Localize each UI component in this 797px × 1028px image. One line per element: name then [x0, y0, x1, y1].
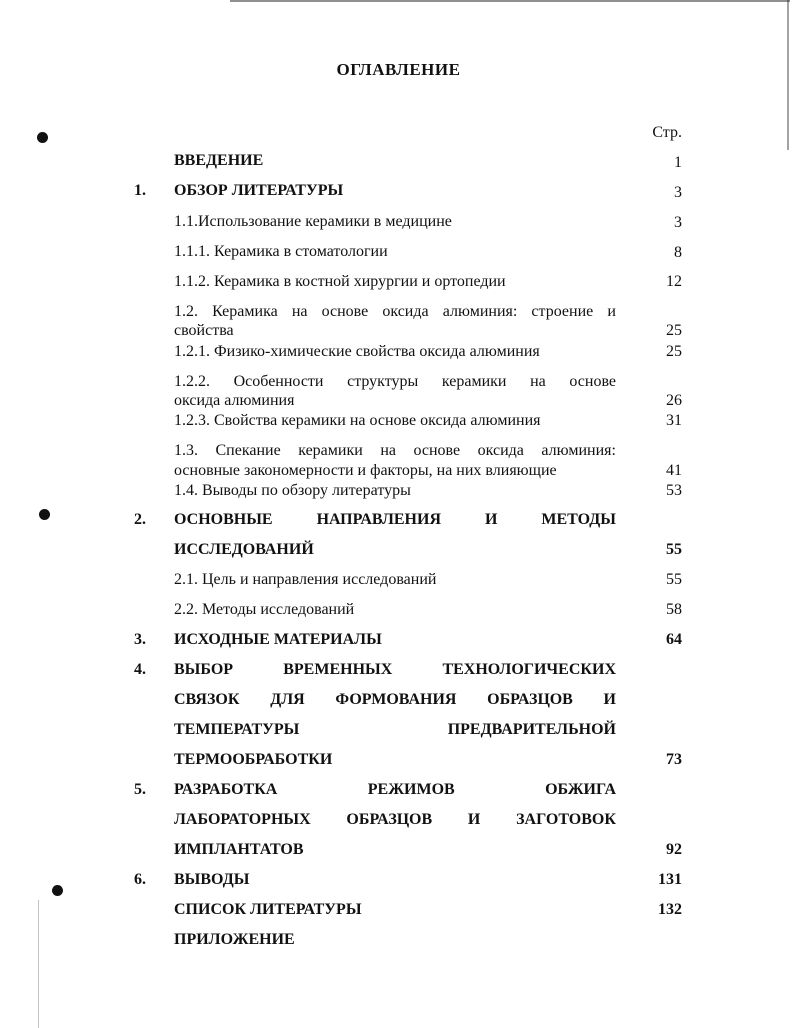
toc-entry-4-line3 [174, 720, 616, 740]
toc-page-1: 3 [674, 184, 682, 201]
toc-number-6: 6. [134, 871, 146, 888]
toc-page-1-4: 53 [666, 482, 682, 499]
word: РАЗРАБОТКА [174, 781, 278, 798]
word: И [603, 691, 616, 708]
word: 1.3. [174, 442, 198, 459]
toc-entry-1-1-1: 1.1.1. Керамика в стоматологии [174, 243, 388, 260]
toc-page-1-2-1: 25 [666, 343, 682, 360]
toc-entry-4-line2 [174, 690, 616, 710]
toc-page-1-2-3: 31 [666, 412, 682, 429]
word: алюминия: [541, 442, 616, 459]
word: на [380, 442, 396, 459]
punch-hole-mark [52, 885, 63, 896]
word: ОБЖИГА [545, 781, 616, 798]
toc-entry-1-3-line2: основные закономерности и факторы, на них влияющие [174, 462, 557, 479]
toc-page-1-1-1: 8 [674, 244, 682, 261]
scan-edge-top [230, 0, 790, 2]
toc-entry-3: ИСХОДНЫЕ МАТЕРИАЛЫ [174, 631, 382, 648]
toc-entry-5-line1 [174, 780, 616, 800]
toc-entry-5-line3: ИМПЛАНТАТОВ [174, 841, 304, 858]
toc-entry-references: СПИСОК ЛИТЕРАТУРЫ [174, 901, 362, 918]
word: оксида [382, 303, 429, 320]
toc-page-1-1-2: 12 [666, 273, 682, 290]
word: ОБРАЗЦОВ [346, 811, 433, 828]
page-column-header: Стр. [652, 124, 682, 141]
scan-edge-left [38, 900, 39, 1028]
word: ОСНОВНЫЕ [174, 511, 273, 528]
toc-number-1: 1. [134, 182, 146, 199]
toc-entry-2-line2: ИССЛЕДОВАНИЙ [174, 541, 314, 558]
word: Спекание [215, 442, 281, 459]
word: И [467, 811, 481, 828]
toc-page-6: 131 [658, 871, 682, 888]
toc-entry-1-2-line2: свойства [174, 322, 234, 339]
word: 1.2.2. [174, 373, 210, 390]
word: ФОРМОВАНИЯ [335, 691, 457, 708]
word: оксида [477, 442, 524, 459]
toc-entry-1-1: 1.1.Использование керамики в медицине [174, 213, 452, 230]
word: ВЫБОР [174, 661, 234, 678]
word: керамики [441, 373, 507, 390]
word: СВЯЗОК [174, 691, 240, 708]
punch-hole-mark [39, 509, 50, 520]
word: ПРЕДВАРИТЕЛЬНОЙ [447, 721, 616, 738]
toc-page-2: 55 [666, 541, 682, 558]
toc-number-4: 4. [134, 661, 146, 678]
word: строение [531, 303, 594, 320]
page-title: ОГЛАВЛЕНИЕ [336, 60, 461, 79]
word: ЗАГОТОВОК [516, 811, 616, 828]
toc-entry-5-line2 [174, 810, 616, 830]
toc-page-2-1: 55 [666, 571, 682, 588]
toc-entry-2-2: 2.2. Методы исследований [174, 601, 355, 618]
toc-number-3: 3. [134, 631, 146, 648]
word: основе [413, 442, 461, 459]
toc-entry-1-2-line1 [174, 302, 616, 322]
word: на [530, 373, 546, 390]
toc-page-2-2: 58 [666, 601, 682, 618]
toc-entry-1-3-line1 [174, 441, 616, 461]
toc-entry-1-4: 1.4. Выводы по обзору литературы [174, 482, 411, 499]
toc-entry-1-2-3: 1.2.3. Свойства керамики на основе оксида алюминия [174, 412, 541, 429]
word: МЕТОДЫ [541, 511, 616, 528]
toc-entry-4-line1 [174, 660, 616, 680]
word: НАПРАВЛЕНИЯ [316, 511, 441, 528]
toc-entry-intro: ВВЕДЕНИЕ [174, 152, 264, 169]
toc-entry-4-line4: ТЕРМООБРАБОТКИ [174, 751, 333, 768]
word: алюминия: [442, 303, 518, 320]
toc-entry-1-2-2-line2: оксида алюминия [174, 392, 295, 409]
toc-number-2: 2. [134, 511, 146, 528]
word: и [607, 303, 616, 320]
word: на [291, 303, 308, 320]
toc-entry-6: ВЫВОДЫ [174, 871, 250, 888]
toc-number-5: 5. [134, 781, 146, 798]
toc-page-1-1: 3 [674, 214, 682, 231]
toc-entry-2-1: 2.1. Цель и направления исследований [174, 571, 437, 588]
word: 1.2. [174, 303, 198, 320]
toc-page-intro: 1 [674, 154, 682, 171]
toc-page-4: 73 [666, 751, 682, 768]
toc-entry-1: ОБЗОР ЛИТЕРАТУРЫ [174, 182, 344, 199]
word: ЛАБОРАТОРНЫХ [174, 811, 311, 828]
punch-hole-mark [37, 132, 48, 143]
toc-entry-2-line1 [174, 510, 616, 530]
word: ДЛЯ [270, 691, 305, 708]
toc-page-1-3: 41 [666, 462, 682, 479]
toc-page-3: 64 [666, 631, 682, 648]
toc-entry-1-2-2-line1 [174, 372, 616, 392]
toc-page-1-2: 25 [666, 322, 682, 339]
word: керамики [298, 442, 363, 459]
toc-page-references: 132 [658, 901, 682, 918]
toc-entry-appendix: ПРИЛОЖЕНИЕ [174, 931, 295, 948]
toc-page-1-2-2: 26 [666, 392, 682, 409]
word: ВРЕМЕННЫХ [283, 661, 393, 678]
word: ТЕХНОЛОГИЧЕСКИХ [442, 661, 616, 678]
toc-page-5: 92 [666, 841, 682, 858]
word: структуры [347, 373, 419, 390]
word: Керамика [212, 303, 278, 320]
word: ТЕМПЕРАТУРЫ [174, 721, 300, 738]
word: основе [569, 373, 616, 390]
word: И [484, 511, 498, 528]
toc-entry-1-1-2: 1.1.2. Керамика в костной хирургии и ортопедии [174, 273, 506, 290]
word: основе [321, 303, 369, 320]
word: Особенности [233, 373, 324, 390]
word: РЕЖИМОВ [367, 781, 455, 798]
word: ОБРАЗЦОВ [487, 691, 573, 708]
toc-entry-1-2-1: 1.2.1. Физико-химические свойства оксида алюминия [174, 343, 540, 360]
